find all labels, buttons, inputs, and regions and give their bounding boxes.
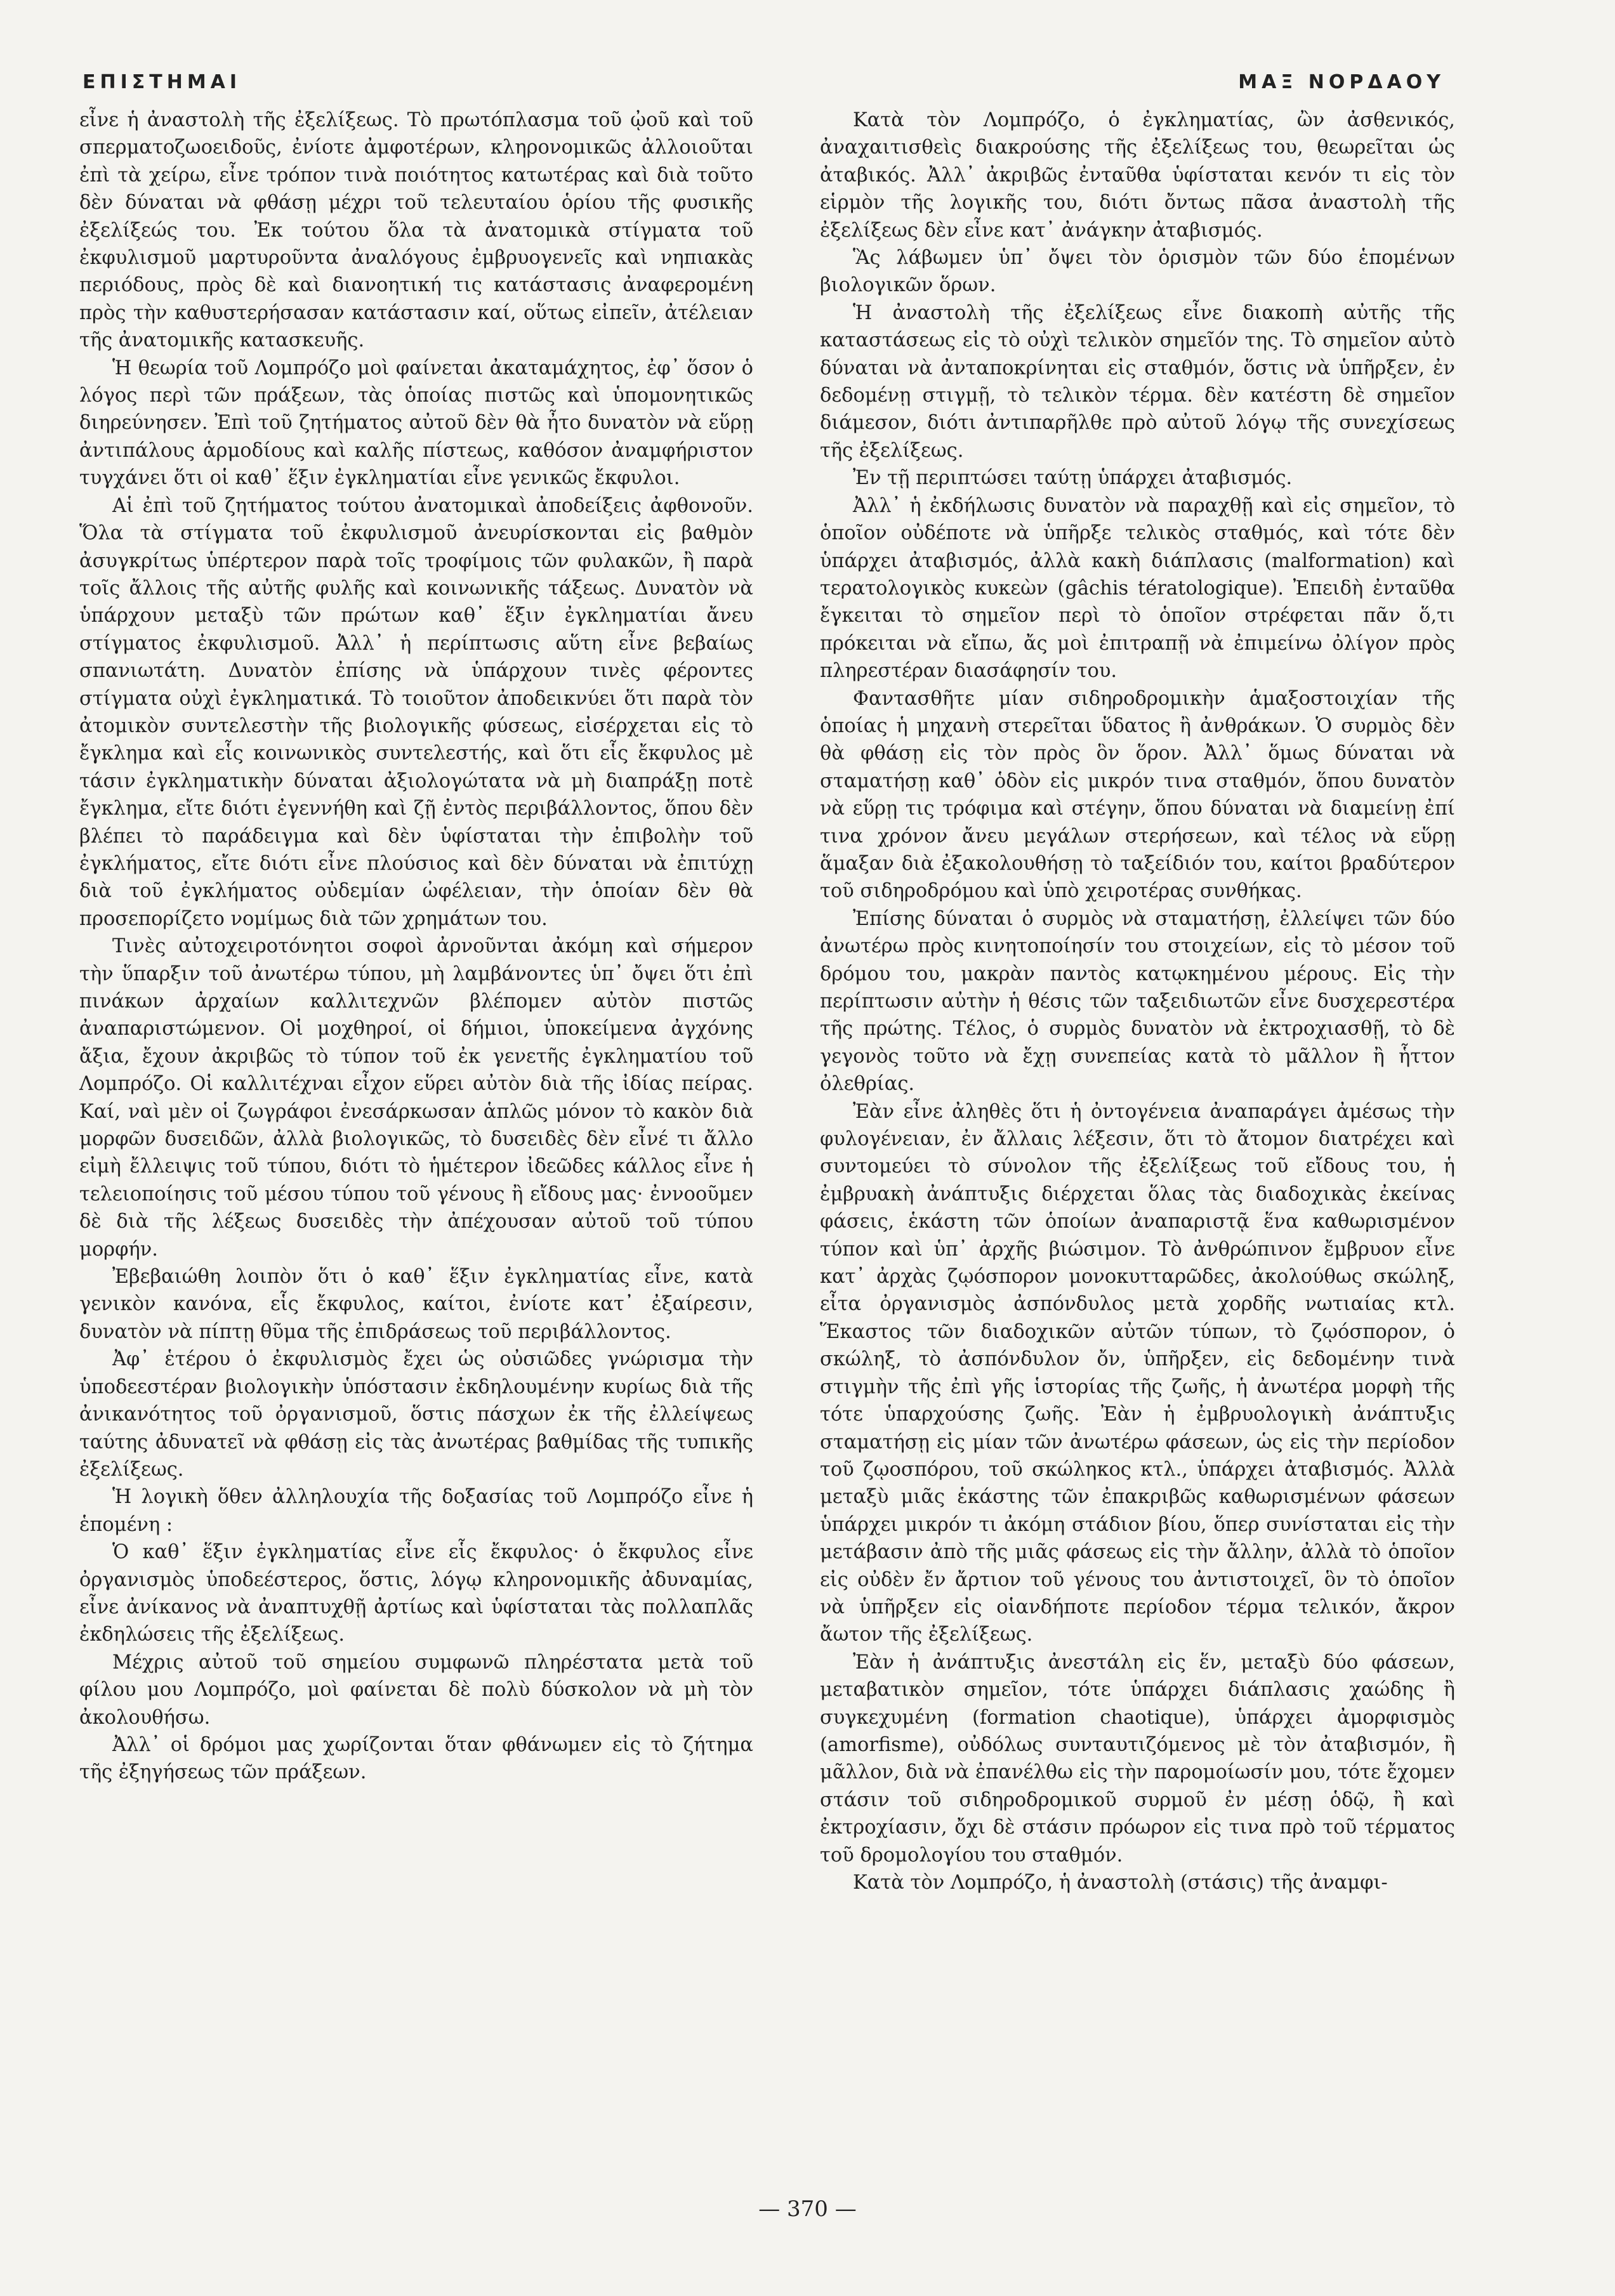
paragraph: Ἐὰν ἡ ἀνάπτυξις ἀνεστάλη εἰς ἕν, μεταξὺ δύο φάσεων, μεταβατικὸν σημεῖον, τότε ὑπάρχει διάπλασις χαώδης ἢ συγκεχυμένη (formation chaotique), ὑπάρχει ἀμορφισμὸς (amorfisme), οὐδόλως συνταυτιζόμενος μὲ τὸν ἀταβισμόν, ἢ μᾶλλον, διὰ νὰ ἐπανέλθω εἰς τὴν παρομοίωσίν μου, τότε ἔχομεν στάσιν τοῦ σιδηροδρομικοῦ συρμοῦ ἐν μέσῃ ὁδῷ, ἢ καὶ ἐκτροχίασιν, ὄχι δὲ στάσιν πρόωρον εἰς τινα πρὸ τοῦ τέρματος τοῦ δρομολογίου του σταθμόν.: [820, 1651, 1455, 1866]
paragraph: Κατὰ τὸν Λομπρόζο, ὁ ἐγκληματίας, ὢν ἀσθενικός, ἀναχαιτισθεὶς διακρούσης τῆς ἐξελίξεως του, θεωρεῖται ὡς ἀταβικός. Ἀλλ᾽ ἀκριβῶς ἐνταῦθα ὑφίσταται κενόν τι εἰς τὸν εἱρμὸν τῆς λογικῆς του, διότι ὄντως πᾶσα ἀναστολὴ τῆς ἐξελίξεως δὲν εἶνε κατ᾽ ἀνάγκην ἀταβισμός.: [820, 109, 1455, 242]
paragraph: Τινὲς αὐτοχειροτόνητοι σοφοὶ ἀρνοῦνται ἀκόμη καὶ σήμερον τὴν ὕπαρξιν τοῦ ἀνωτέρω τύπου, μὴ λαμβάνοντες ὑπ᾽ ὄψει ὅτι ἐπὶ πινάκων ἀρχαίων καλλιτεχνῶν βλέπομεν αὐτὸν πιστῶς ἀναπαριστώμενον. Οἱ μοχθηροί, οἱ δήμιοι, ὑποκείμενα ἀγχόνης ἄξια, ἔχουν ἀκριβῶς τὸ τύπον τοῦ ἐκ γενετῆς ἐγκληματίου τοῦ Λομπρόζο. Οἱ καλλιτέχναι εἶχον εὕρει αὐτὸν διὰ τῆς ἰδίας πείρας. Καί, ναὶ μὲν οἱ ζωγράφοι ἐνεσάρκωσαν ἁπλῶς μόνον τὸ κακὸν διὰ μορφῶν δυσειδῶν, ἀλλὰ βιολογικῶς, τὸ δυσειδὲς δὲν εἶνέ τι ἄλλο εἰμὴ ἔλλειψις τοῦ τύπου, διότι τὸ ἡμέτερον ἰδεῶδες κάλλος εἶνε ἡ τελειοποίησις τοῦ μέσου τύπου τοῦ γένους ἢ εἴδους μας· ἐννοοῦμεν δὲ διὰ τῆς λέξεως δυσειδὲς τὴν ἀπέχουσαν αὐτοῦ τοῦ τύπου μορφήν.: [79, 935, 753, 1261]
paragraph: Μέχρις αὐτοῦ τοῦ σημείου συμφωνῶ πληρέστατα μετὰ τοῦ φίλου μου Λομπρόζο, μοὶ φαίνεται δὲ πολὺ δύσκολον νὰ μὴ τὸν ἀκολουθήσω.: [79, 1651, 753, 1729]
paragraph: Ἃς λάβωμεν ὑπ᾽ ὄψει τὸν ὁρισμὸν τῶν δύο ἑπομένων βιολογικῶν ὅρων.: [820, 247, 1455, 297]
paragraph: Ἀλλ᾽ ἡ ἐκδήλωσις δυνατὸν νὰ παραχθῇ καὶ εἰς σημεῖον, τὸ ὁποῖον οὐδέποτε νὰ ὑπῆρξε τελικὸς σταθμός, καὶ τότε δὲν ὑπάρχει ἀταβισμός, ἀλλὰ κακὴ διάπλασις (malformation) καὶ τερατολογικὸς κυκεὼν (gâchis tératologique). Ἐπειδὴ ἐνταῦθα ἔγκειται τὸ σημεῖον περὶ τὸ ὁποῖον στρέφεται πᾶν ὅ,τι πρόκειται νὰ εἴπω, ἄς μοὶ ἐπιτραπῇ νὰ ἐπιμείνω ὀλίγον πρὸς πληρεστέραν διασάφησίν του.: [820, 494, 1455, 683]
paragraph: Ἐπίσης δύναται ὁ συρμὸς νὰ σταματήσῃ, ἐλλείψει τῶν δύο ἀνωτέρω πρὸς κινητοποίησίν του στοιχείων, εἰς τὸ μέσον τοῦ δρόμου του, μακρὰν παντὸς κατῳκημένου μέρους. Εἰς τὴν περίπτωσιν αὐτὴν ἡ θέσις τῶν ταξειδιωτῶν εἶνε δυσχερεστέρα τῆς πρώτης. Τέλος, ὁ συρμὸς δυνατὸν νὰ ἐκτροχιασθῇ, τὸ δὲ γεγονὸς τοῦτο νὰ ἔχῃ συνεπείας κατὰ τὸ μᾶλλον ἢ ἧττον ὀλεθρίας.: [820, 907, 1455, 1096]
paragraph: Ἡ θεωρία τοῦ Λομπρόζο μοὶ φαίνεται ἀκαταμάχητος, ἐφ᾽ ὅσον ὁ λόγος περὶ τῶν πράξεων, τὰς ὁποίας πιστῶς καὶ ὑπομονητικῶς διηρεύνησεν. Ἐπὶ τοῦ ζητήματος αὐτοῦ δὲν θὰ ἦτο δυνατὸν νὰ εὕρῃ ἀντιπάλους ἁρμοδίους καὶ καλῆς πίστεως, καθόσον ἀναμφήριστον τυγχάνει ὅτι οἱ καθ᾽ ἕξιν ἐγκληματίαι εἶνε γενικῶς ἔκφυλοι.: [79, 357, 753, 490]
paragraph: Ἡ ἀναστολὴ τῆς ἐξελίξεως εἶνε διακοπὴ αὐτῆς τῆς καταστάσεως εἰς τὸ οὐχὶ τελικὸν σημεῖόν της. Τὸ σημεῖον αὐτὸ δύναται νὰ ἀνταποκρίνηται εἰς σταθμόν, ὅστις νὰ ὑπῆρξεν, ἐν δεδομένῃ στιγμῇ, τὸ τελικὸν τέρμα. δὲν κατέστη δὲ σημεῖον διάμεσον, διότι ἀντιπαρῆλθε πρὸ αὐτοῦ λόγῳ τῆς συνεχίσεως τῆς ἐξελίξεως.: [820, 301, 1455, 462]
paragraph: Ἡ λογικὴ ὅθεν ἀλληλουχία τῆς δοξασίας τοῦ Λομπρόζο εἶνε ἡ ἑπομένη :: [79, 1486, 753, 1536]
paragraph: Ἀφ᾽ ἑτέρου ὁ ἐκφυλισμὸς ἔχει ὡς οὐσιῶδες γνώρισμα τὴν ὑποδεεστέραν βιολογικὴν ὑπόστασιν ἐκδηλουμένην κυρίως διὰ τῆς ἀνικανότητος τοῦ ὀργανισμοῦ, ὅστις πάσχων ἐκ τῆς ἐλλείψεως ταύτης ἀδυνατεῖ νὰ φθάσῃ εἰς τὰς ἀνωτέρας βαθμίδας τῆς τυπικῆς ἐξελίξεως.: [79, 1348, 753, 1481]
right-text-column: [820, 107, 1455, 1896]
running-head-right: ΜΑΞ ΝΟΡΔΑΟΥ: [1238, 71, 1445, 93]
running-head-left: ΕΠΙΣΤΗΜΑΙ: [82, 71, 242, 93]
paragraph: Ἐν τῇ περιπτώσει ταύτῃ ὑπάρχει ἀταβισμός.: [853, 467, 1293, 490]
left-text-column: [79, 107, 753, 1787]
paragraph: Φαντασθῆτε μίαν σιδηροδρομικὴν ἁμαξοστοιχίαν τῆς ὁποίας ἡ μηχανὴ στερεῖται ὕδατος ἢ ἀνθράκων. Ὁ συρμὸς δὲν θὰ φθάσῃ εἰς τὸν πρὸς ὃν ὅρον. Ἀλλ᾽ ὅμως δύναται νὰ σταματήσῃ καθ᾽ ὁδὸν εἰς μικρόν τινα σταθμόν, ὅπου δυνατὸν νὰ εὕρῃ τις τρόφιμα καὶ στέγην, ὅπου δύναται νὰ διαμείνῃ ἐπί τινα χρόνον ἄνευ μεγάλων στερήσεων, καὶ τέλος νὰ εὕρῃ ἅμαξαν διὰ ἐξακολουθήσῃ τὸ ταξείδιόν του, καίτοι βραδύτερον τοῦ σιδηροδρόμου καὶ ὑπὸ χειροτέρας συνθήκας.: [820, 687, 1455, 903]
paragraph: Ὁ καθ᾽ ἕξιν ἐγκληματίας εἶνε εἷς ἔκφυλος· ὁ ἔκφυλος εἶνε ὀργανισμὸς ὑποδεέστερος, ὅστις, λόγῳ κληρονομικῆς ἀδυναμίας, εἶνε ἀνίκανος νὰ ἀναπτυχθῇ ἀρτίως καὶ ὑφίσταται τὰς πολλαπλᾶς ἐκδηλώσεις τῆς ἐξελίξεως.: [79, 1541, 753, 1646]
paragraph: Ἐὰν εἶνε ἀληθὲς ὅτι ἡ ὀντογένεια ἀναπαράγει ἀμέσως τὴν φυλογένειαν, ἐν ἄλλαις λέξεσιν, ὅτι τὸ ἄτομον διατρέχει καὶ συντομεύει τὸ σύνολον τῆς ἐξελίξεως τοῦ εἴδους του, ἡ ἐμβρυακὴ ἀνάπτυξις διέρχεται ὅλας τὰς διαδοχικὰς ἐκείνας φάσεις, ἑκάστη τῶν ὁποίων ἀναπαριστᾷ ἕνα καθωρισμένον τύπον καὶ ὑπ᾽ ἀρχῆς βιώσιμον. Τὸ ἀνθρώπινον ἔμβρυον εἶνε κατ᾽ ἀρχὰς ζῳόσπορον μονοκυτταρῶδες, ἀκολούθως σκώληξ, εἶτα ὀργανισμὸς ἀσπόνδυλος μετὰ χορδῆς νωτιαίας κτλ. Ἕκαστος τῶν διαδοχικῶν αὐτῶν τύπων, τὸ ζῳόσπορον, ὁ σκώληξ, τὸ ἀσπόνδυλον ὄν, ὑπῆρξεν, εἰς δεδομένην τινὰ στιγμὴν τῆς ἐπὶ γῆς ἱστορίας τῆς ζωῆς, ἡ ἀνωτέρα μορφὴ τῆς τότε ὑπαρχούσης ζωῆς. Ἐὰν ἡ ἐμβρυολογικὴ ἀνάπτυξις σταματήσῃ εἰς μίαν τῶν ἀνωτέρω φάσεων, ὡς εἰς τὴν περίοδον τοῦ ζῳοσπόρου, τοῦ σκώληκος κτλ., ὑπάρχει ἀταβισμός. Ἀλλὰ μεταξὺ μιᾶς ἑκάστης τῶν ἐπακριβῶς καθωρισμένων φάσεων ὑπάρχει μικρόν τι ἀκόμη στάδιον βίου, ὅπερ συνίσταται εἰς τὴν μετάβασιν ἀπὸ τῆς μιᾶς φάσεως εἰς τὴν ἄλλην, ἀλλὰ τὸ ὁποῖον εἰς οὐδὲν ἔν ἄρτιον τοῦ γένους του ἀντιστοιχεῖ, ὃν τὸ ὁποῖον νὰ ὑπῆρξεν εἰς οἱανδήποτε περίοδον τέρμα τελικόν, ἄκρον ἄωτον τῆς ἐξελίξεως.: [820, 1100, 1455, 1646]
paragraph: Ἐβεβαιώθη λοιπὸν ὅτι ὁ καθ᾽ ἕξιν ἐγκληματίας εἶνε, κατὰ γενικὸν κανόνα, εἷς ἔκφυλος, καίτοι, ἐνίοτε κατ᾽ ἐξαίρεσιν, δυνατὸν νὰ πίπτῃ θῦμα τῆς ἐπιδράσεως τοῦ περιβάλλοντος.: [79, 1266, 753, 1343]
page-number: — 370 —: [758, 2196, 857, 2222]
paragraph: Αἱ ἐπὶ τοῦ ζητήματος τούτου ἀνατομικαὶ ἀποδείξεις ἀφθονοῦν. Ὅλα τὰ στίγματα τοῦ ἐκφυλισμοῦ ἀνευρίσκονται εἰς βαθμὸν ἀσυγκρίτως ὑπέρτερον παρὰ τοῖς τροφίμοις τῶν φυλακῶν, ἢ παρὰ τοῖς ἄλλοις τῆς αὐτῆς φυλῆς καὶ κοινωνικῆς τάξεως. Δυνατὸν νὰ ὑπάρχουν μεταξὺ τῶν πρώτων καθ᾽ ἕξιν ἐγκληματίαι ἄνευ στίγματος ἐκφυλισμοῦ. Ἀλλ᾽ ἡ περίπτωσις αὕτη εἶνε βεβαίως σπανιωτάτη. Δυνατὸν ἐπίσης νὰ ὑπάρχουν τινὲς φέροντες στίγματα οὐχὶ ἐγκληματικά. Τὸ τοιοῦτον ἀποδεικνύει ὅτι παρὰ τὸν ἀτομικὸν συντελεστὴν τῆς βιολογικῆς φύσεως, εἰσέρχεται εἰς τὸ ἔγκλημα καὶ εἷς κοινωνικὸς συντελεστής, καὶ ὅτι εἷς ἔκφυλος μὲ τάσιν ἐγκληματικὴν δύναται ἀξιολογώτατα νὰ μὴ διαπράξῃ ποτὲ ἔγκλημα, εἴτε διότι ἐγεννήθη καὶ ζῇ ἐντὸς περιβάλλοντος, ὅπου δὲν βλέπει τὸ παράδειγμα καὶ δὲν ὑφίσταται τὴν ἐπιβολὴν τοῦ ἐγκλήματος, εἴτε διότι εἶνε πλούσιος καὶ δὲν δύναται νὰ ἐπιτύχῃ διὰ τοῦ ἐγκλήματος οὐδεμίαν ὠφέλειαν, τὴν ὁποίαν δὲν θὰ προσεπορίζετο νομίμως διὰ τῶν χρημάτων του.: [79, 494, 753, 930]
paragraph: Κατὰ τὸν Λομπρόζο, ἡ ἀναστολὴ (στάσις) τῆς ἀναμφι-: [853, 1872, 1388, 1894]
paragraph: εἶνε ἡ ἀναστολὴ τῆς ἐξελίξεως. Τὸ πρωτόπλασμα τοῦ ᾠοῦ καὶ τοῦ σπερματοζωοειδοῦς, ἐνίοτε ἀμφοτέρων, κληρονομικῶς ἀλλοιοῦται ἐπὶ τὰ χείρω, εἶνε τρόπον τινὰ ποιότητος κατωτέρας καὶ διὰ τοῦτο δὲν δύναται νὰ φθάσῃ μέχρι τοῦ τελευταίου ὁρίου τῆς φυσικῆς ἐξελίξεώς του. Ἐκ τούτου ὅλα τὰ ἀνατομικὰ στίγματα τοῦ ἐκφυλισμοῦ μαρτυροῦντα ἀναλόγους ἐμβρυογενεῖς καὶ νηπιακὰς περιόδους, πρὸς δὲ καὶ διανοητική τις κατάστασις ἀναφερομένη πρὸς τὴν καθυστερήσασαν κατάστασιν καί, οὕτως εἰπεῖν, ἀτέλειαν τῆς ἀνατομικῆς κατασκευῆς.: [79, 109, 753, 352]
paragraph: Ἀλλ᾽ οἱ δρόμοι μας χωρίζονται ὅταν φθάνωμεν εἰς τὸ ζήτημα τῆς ἐξηγήσεως τῶν πράξεων.: [79, 1733, 753, 1784]
